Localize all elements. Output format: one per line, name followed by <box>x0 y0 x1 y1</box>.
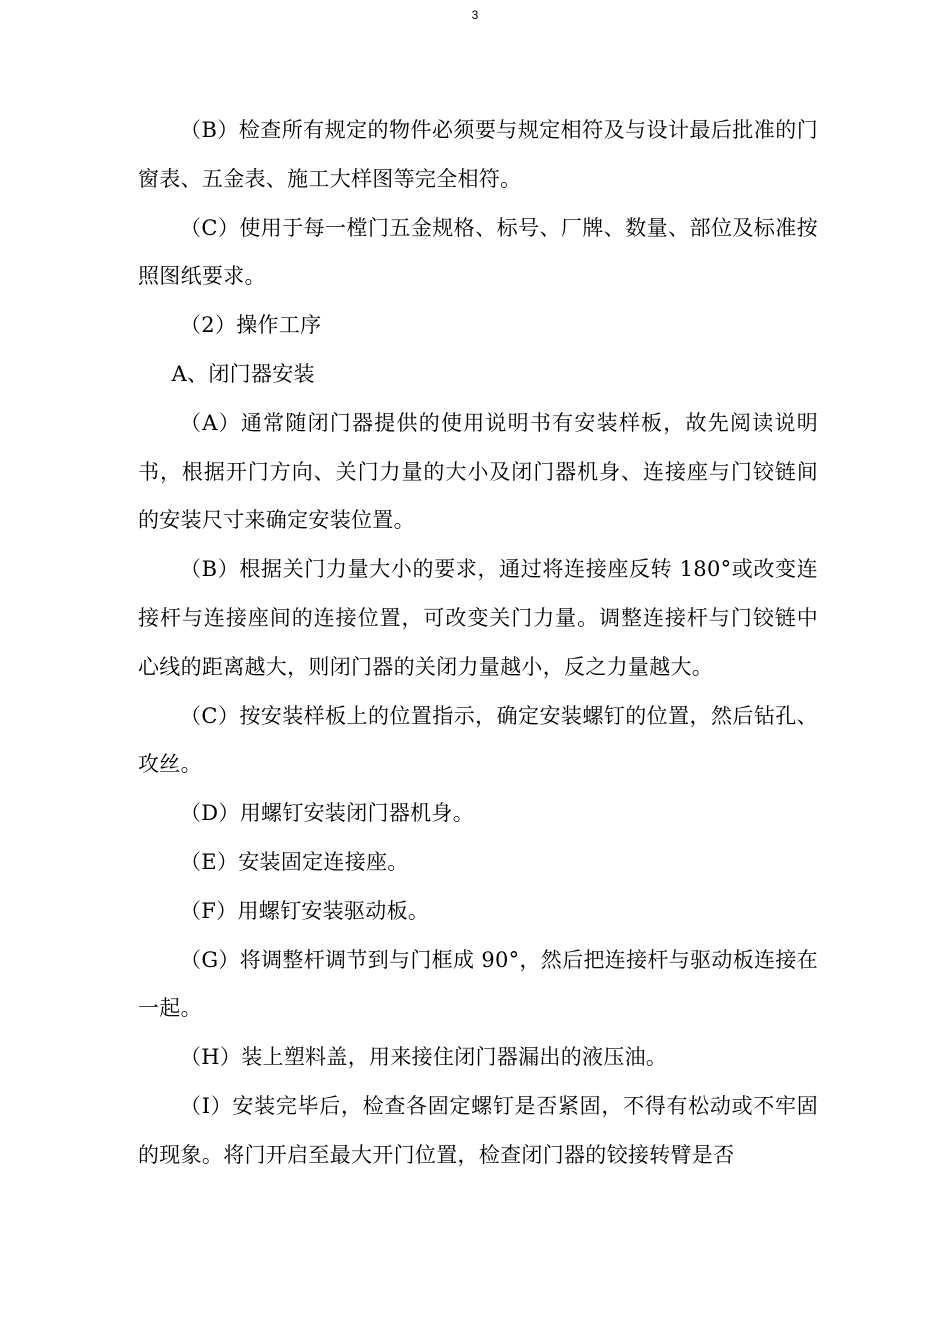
paragraph-h-plastic-cover: （H）装上塑料盖，用来接住闭门器漏出的液压油。 <box>180 1045 668 1070</box>
document-body <box>138 106 818 1180</box>
page-number: 3 <box>471 8 479 22</box>
paragraph-b-check-items: （B）检查所有规定的物件必须要与规定相符及与设计最后批准的门窗表、五金表、施工大样图等完全相符。 <box>138 118 818 191</box>
paragraph-d-install-body: （D）用螺钉安装闭门器机身。 <box>180 801 475 826</box>
paragraph-i-final-check: （I）安装完毕后，检查各固定螺钉是否紧固，不得有松动或不牢固的现象。将门开启至最大开门位置，检查闭门器的铰接转臂是否 <box>138 1093 818 1167</box>
paragraph-a-read-manual: （A）通常随闭门器提供的使用说明书有安装样板，故先阅读说明书，根据开门方向、关门力量的大小及闭门器机身、连接座与门铰链间的安装尺寸来确定安装位置。 <box>138 410 818 533</box>
paragraph-c-hardware-spec: （C）使用于每一樘门五金规格、标号、厂牌、数量、部位及标准按照图纸要求。 <box>138 215 818 289</box>
paragraph-c-drill-holes: （C）按安装样板上的位置指示，确定安装螺钉的位置，然后钻孔、攻丝。 <box>138 703 818 777</box>
subsection-heading-door-closer: A、闭门器安装 <box>171 361 315 386</box>
paragraph-f-install-plate: （F）用螺钉安装驱动板。 <box>180 898 430 923</box>
paragraph-b-closing-force: （B）根据关门力量大小的要求，通过将连接座反转 180°或改变连接杆与连接座间的连接位置，可改变关门力量。调整连接杆与门铰链中心线的距离越大，则闭门器的关闭力量越小，反之力量越大。 <box>138 557 818 679</box>
paragraph-e-install-seat: （E）安装固定连接座。 <box>180 849 409 874</box>
section-heading-procedure: （2）操作工序 <box>180 313 322 338</box>
paragraph-g-adjust-rod: （G）将调整杆调节到与门框成 90°，然后把连接杆与驱动板连接在一起。 <box>138 947 818 1021</box>
